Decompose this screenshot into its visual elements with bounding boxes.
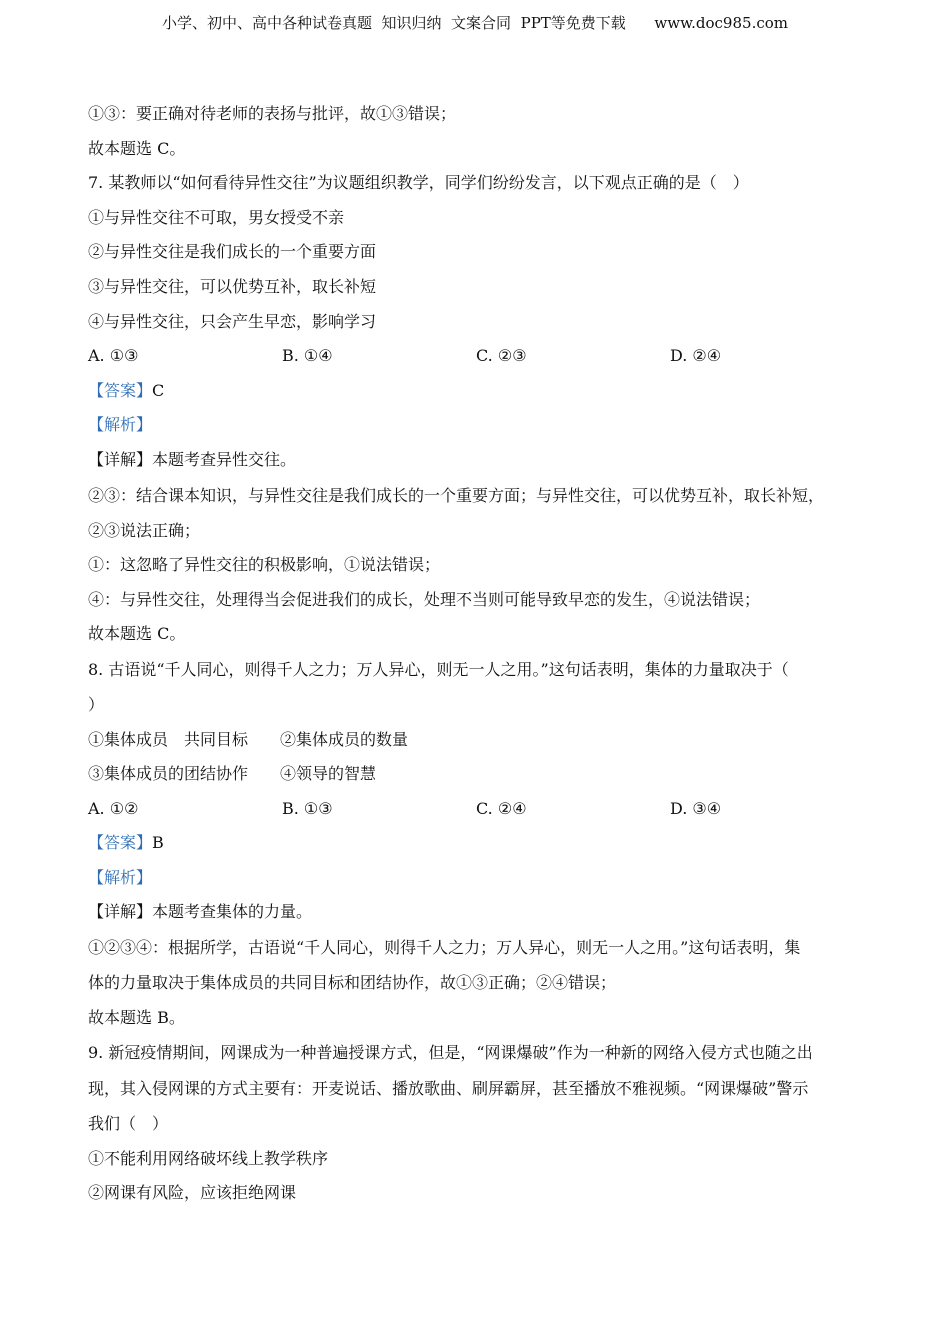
q7-detail-line: ①：这忽略了异性交往的积极影响，①说法错误； <box>88 555 441 575</box>
text-line: 故本题选 C。 <box>88 138 186 158</box>
q8-option-a: A. ①② <box>88 798 139 818</box>
document-body <box>88 97 868 1211</box>
q8-statements-2: ③集体成员的团结协作 ④领导的智慧 <box>88 764 377 784</box>
answer-tag: 【答案】 <box>88 380 153 400</box>
q8-statements-1: ①集体成员 共同目标 ②集体成员的数量 <box>88 729 409 749</box>
q7-option-d: D. ②④ <box>670 346 722 366</box>
q8-answer <box>88 826 868 861</box>
question-8-stem-cont: ） <box>88 694 105 714</box>
question-9-stem-cont: 我们（ ） <box>88 1114 169 1134</box>
q8-detail-line: 【详解】本题考查集体的力量。 <box>88 902 313 922</box>
question-9-stem-cont: 现，其入侵网课的方式主要有：开麦说话、播放歌曲、刷屏霸屏，甚至播放不雅视频。“网课爆破”警示 <box>88 1079 809 1099</box>
q7-options <box>88 339 868 374</box>
q8-option-b: B. ①③ <box>282 798 333 818</box>
q7-statement-2: ②与异性交往是我们成长的一个重要方面 <box>88 242 377 262</box>
q8-analysis-heading <box>88 861 868 896</box>
q8-options <box>88 792 868 827</box>
page-header: 小学、初中、高中各种试卷真题 知识归纳 文案合同 PPT等免费下载 www.doc985.com <box>161 14 788 32</box>
q7-analysis-heading <box>88 408 868 443</box>
answer-value: C <box>152 380 165 400</box>
question-7-stem: 7. 某教师以“如何看待异性交往”为议题组织教学，同学们纷纷发言，以下观点正确的是（ ） <box>88 173 749 193</box>
q8-detail-line: 故本题选 B。 <box>88 1007 185 1027</box>
q8-option-c: C. ②④ <box>476 798 527 818</box>
q7-detail-line: 故本题选 C。 <box>88 624 186 644</box>
text-line: ①③：要正确对待老师的表扬与批评，故①③错误； <box>88 104 457 123</box>
q7-statement-4: ④与异性交往，只会产生早恋，影响学习 <box>88 311 377 331</box>
q7-answer <box>88 374 868 409</box>
q7-option-b: B. ①④ <box>282 346 333 366</box>
q7-option-a: A. ①③ <box>88 346 139 366</box>
q7-detail-line: ④：与异性交往，处理得当会促进我们的成长，处理不当则可能导致早恋的发生，④说法错误； <box>88 589 761 609</box>
q7-option-c: C. ②③ <box>476 346 527 366</box>
q7-detail-line: ②③：结合课本知识，与异性交往是我们成长的一个重要方面；与异性交往，可以优势互补，取长补短， <box>88 485 825 505</box>
q8-detail-line: ①②③④：根据所学，古语说“千人同心，则得千人之力；万人异心，则无一人之用。”这句话表明，集 <box>88 938 801 958</box>
q7-statement-3: ③与异性交往，可以优势互补，取长补短 <box>88 276 377 296</box>
question-9-stem: 9. 新冠疫情期间，网课成为一种普遍授课方式，但是，“网课爆破”作为一种新的网络入侵方式也随之出 <box>88 1043 813 1063</box>
answer-value: B <box>152 833 164 853</box>
q7-detail-line: 【详解】本题考查异性交往。 <box>88 449 297 469</box>
q9-statement-2: ②网课有风险，应该拒绝网课 <box>88 1183 297 1203</box>
answer-tag: 【答案】 <box>88 833 153 853</box>
q7-statement-1: ①与异性交往不可取，男女授受不亲 <box>88 207 345 227</box>
q8-option-d: D. ③④ <box>670 798 722 818</box>
analysis-tag: 【解析】 <box>88 867 153 887</box>
question-8-stem: 8. 古语说“千人同心，则得千人之力；万人异心，则无一人之用。”这句话表明，集体的力量取决于（ <box>88 659 789 679</box>
q8-detail-line: 体的力量取决于集体成员的共同目标和团结协作，故①③正确；②④错误； <box>88 973 617 993</box>
q9-statement-1: ①不能利用网络破坏线上教学秩序 <box>88 1148 329 1168</box>
q7-detail-line: ②③说法正确； <box>88 520 201 540</box>
analysis-tag: 【解析】 <box>88 415 153 435</box>
